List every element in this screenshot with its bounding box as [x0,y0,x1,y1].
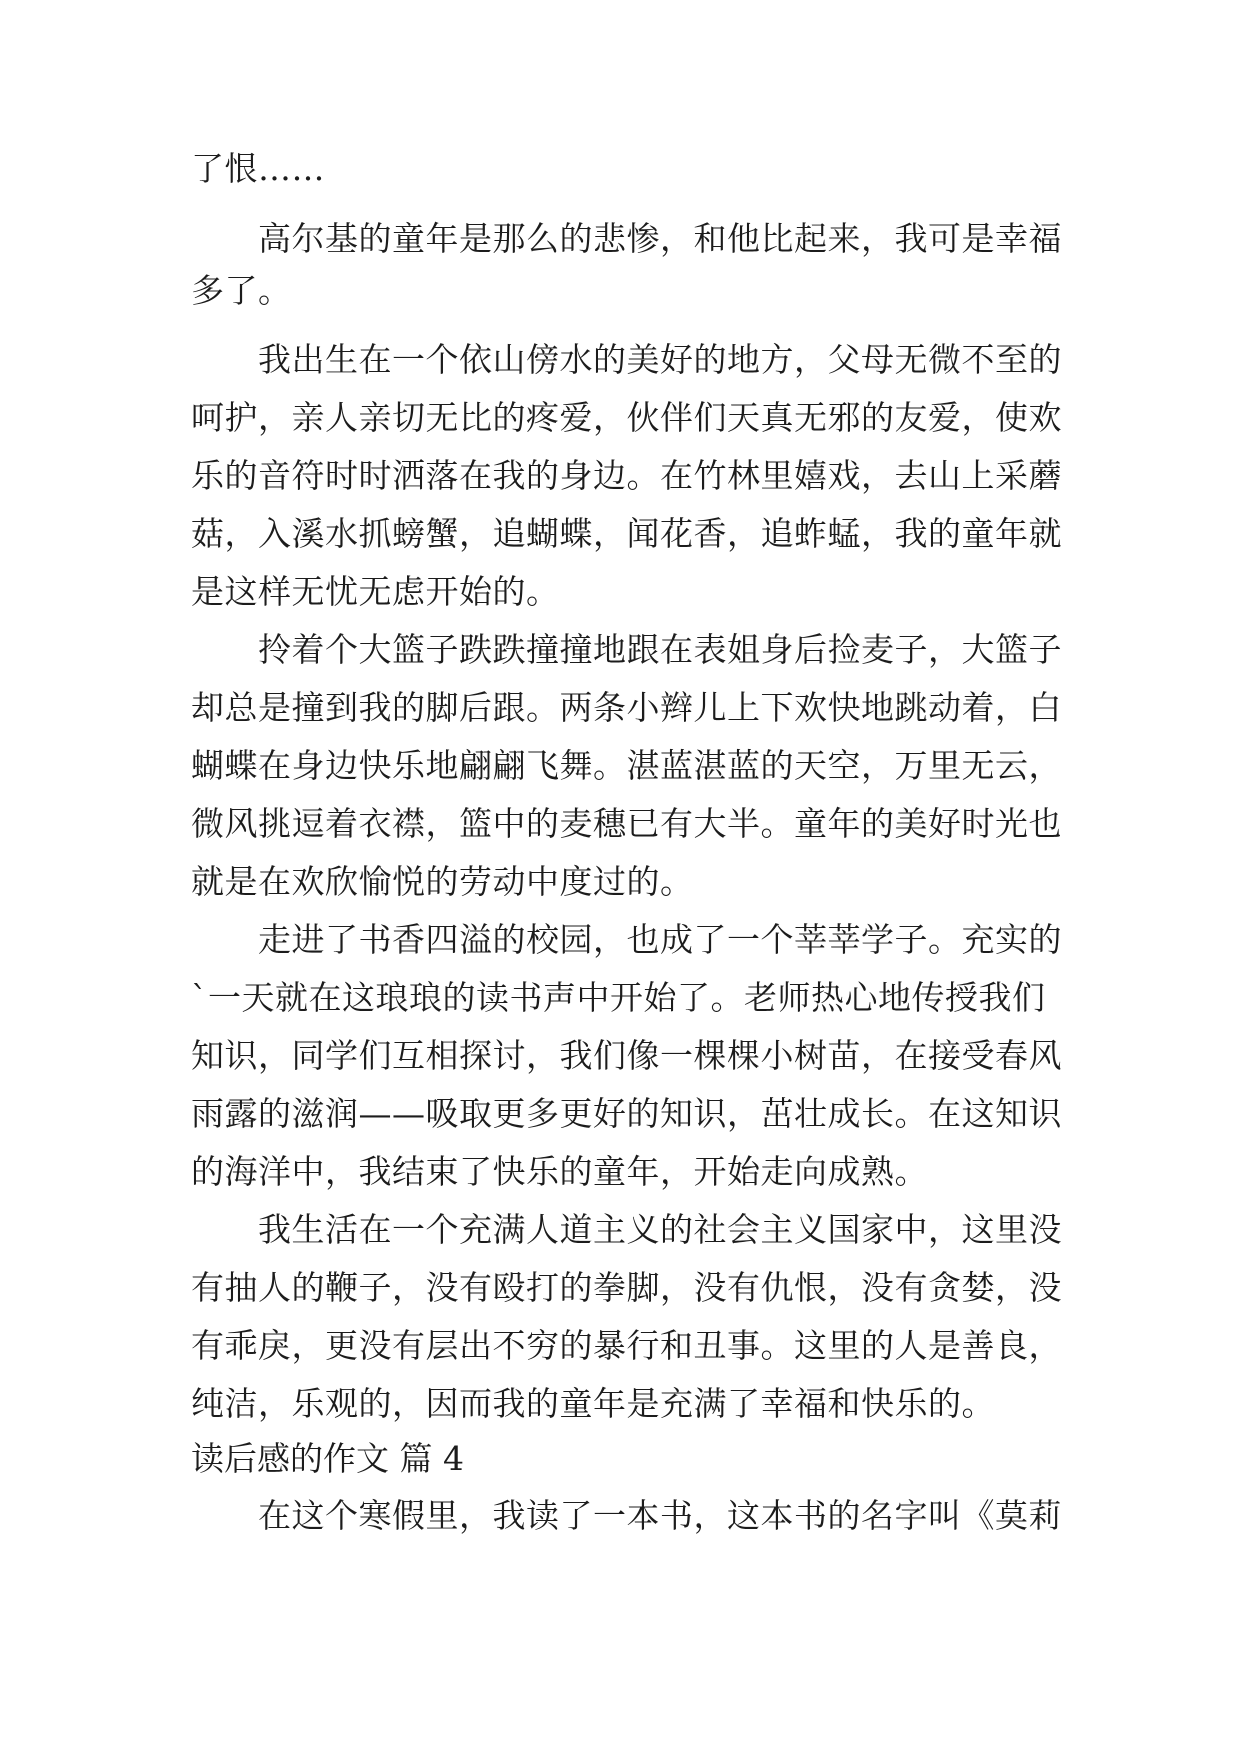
text-line: 雨露的滋润——吸取更多更好的知识，茁壮成长。在这知识 [191,1094,1062,1133]
section-heading: 读后感的作文 篇 4 [191,1439,464,1478]
text-line: 我生活在一个充满人道主义的社会主义国家中，这里没 [191,1210,1062,1249]
text-line: 高尔基的童年是那么的悲惨，和他比起来，我可是幸福 [191,219,1062,258]
text-line: 有乖戾，更没有层出不穷的暴行和丑事。这里的人是善良， [191,1326,1062,1365]
text-line: 拎着个大篮子跌跌撞撞地跟在表姐身后捡麦子，大篮子 [191,630,1062,669]
text-line: 在这个寒假里，我读了一本书，这本书的名字叫《莫莉 [191,1496,1062,1535]
text-line: 是这样无忧无虑开始的。 [191,572,560,611]
text-line: 微风挑逗着衣襟，篮中的麦穗已有大半。童年的美好时光也 [191,804,1062,843]
text-line: 菇，入溪水抓螃蟹，追蝴蝶，闻花香，追蚱蜢，我的童年就 [191,514,1062,553]
text-line: 纯洁，乐观的，因而我的童年是充满了幸福和快乐的。 [191,1384,995,1423]
text-line: 知识，同学们互相探讨，我们像一棵棵小树苗，在接受春风 [191,1036,1062,1075]
text-line: 却总是撞到我的脚后跟。两条小辫儿上下欢快地跳动着，白 [191,688,1062,727]
text-line: 呵护，亲人亲切无比的疼爱，伙伴们天真无邪的友爱，使欢 [191,398,1062,437]
text-line: 就是在欢欣愉悦的劳动中度过的。 [191,862,694,901]
text-line: 蝴蝶在身边快乐地翩翩飞舞。湛蓝湛蓝的天空，万里无云， [191,746,1062,785]
text-line: `一天就在这琅琅的读书声中开始了。老师热心地传授我们 [191,978,1046,1017]
text-line: 乐的音符时时洒落在我的身边。在竹林里嬉戏，去山上采蘑 [191,456,1062,495]
text-line: 走进了书香四溢的校园，也成了一个莘莘学子。充实的 [191,920,1062,959]
text-line: 多了。 [191,271,292,310]
text-line: 有抽人的鞭子，没有殴打的拳脚，没有仇恨，没有贪婪，没 [191,1268,1062,1307]
text-line: 我出生在一个依山傍水的美好的地方，父母无微不至的 [191,340,1062,379]
text-line: 了恨…… [191,149,325,188]
text-line: 的海洋中，我结束了快乐的童年，开始走向成熟。 [191,1152,928,1191]
